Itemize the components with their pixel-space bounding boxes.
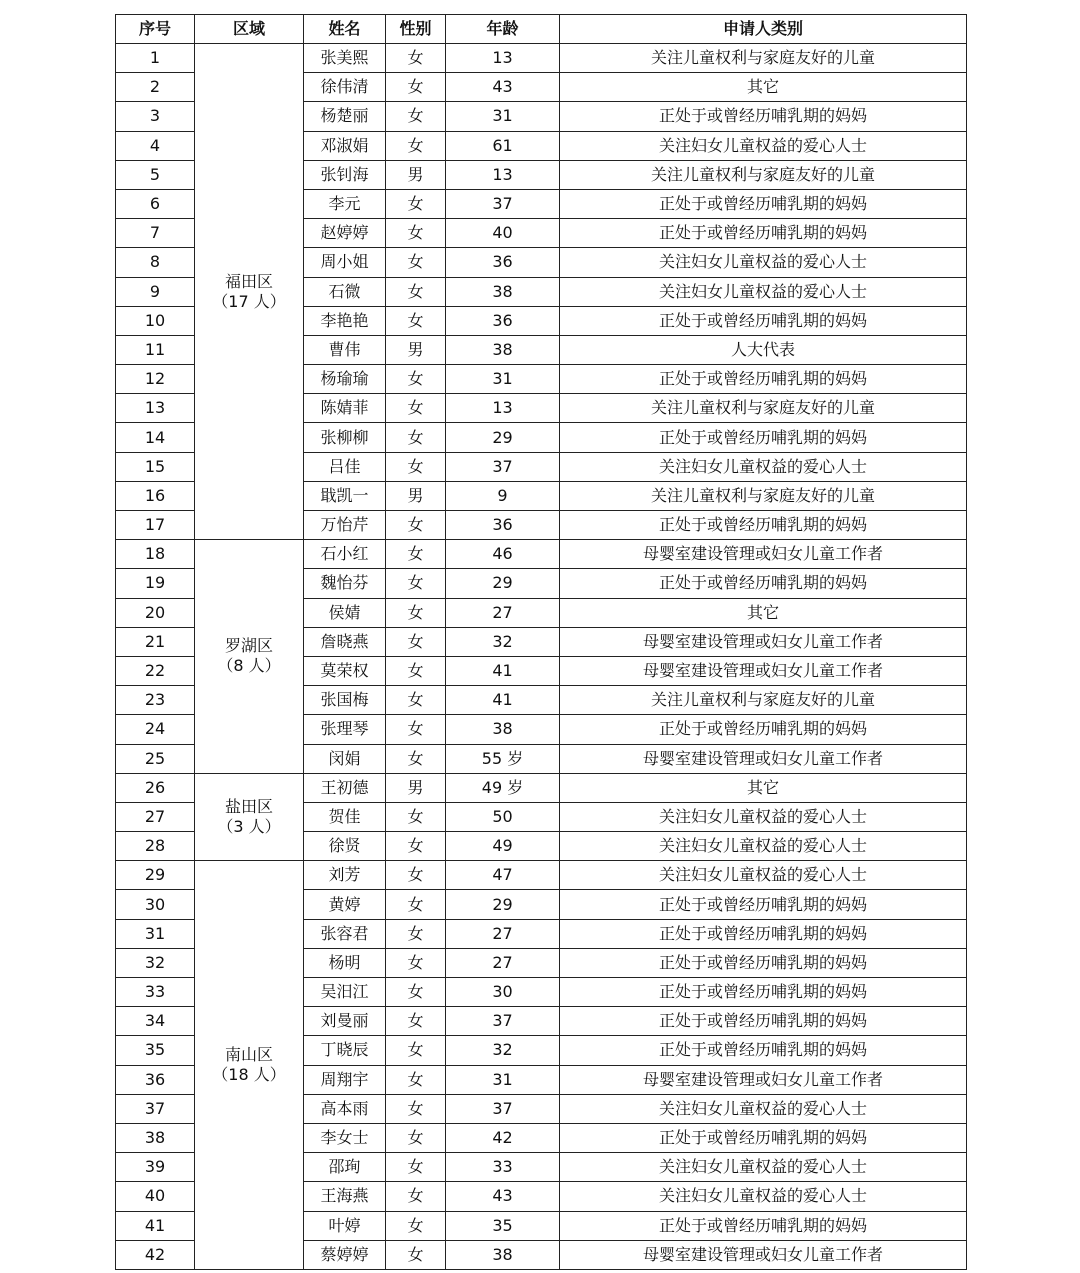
table-body: [116, 44, 967, 1270]
cell-gender: 女: [386, 890, 446, 919]
cell-age: 38: [446, 715, 560, 744]
cell-category: 关注儿童权利与家庭友好的儿童: [560, 394, 967, 423]
cell-category: 母婴室建设管理或妇女儿童工作者: [560, 1065, 967, 1094]
cell-index: 15: [116, 452, 195, 481]
cell-index: 23: [116, 686, 195, 715]
cell-gender: 女: [386, 102, 446, 131]
cell-age: 36: [446, 511, 560, 540]
cell-gender: 女: [386, 1182, 446, 1211]
cell-category: 关注妇女儿童权益的爱心人士: [560, 248, 967, 277]
cell-gender: 女: [386, 744, 446, 773]
cell-index: 19: [116, 569, 195, 598]
header-category: 申请人类别: [560, 15, 967, 44]
cell-age: 41: [446, 686, 560, 715]
cell-index: 35: [116, 1036, 195, 1065]
cell-name: 张钊海: [304, 160, 386, 189]
cell-name: 侯婧: [304, 598, 386, 627]
cell-category: 关注儿童权利与家庭友好的儿童: [560, 160, 967, 189]
cell-gender: 女: [386, 948, 446, 977]
cell-age: 36: [446, 248, 560, 277]
cell-gender: 女: [386, 1065, 446, 1094]
cell-gender: 女: [386, 569, 446, 598]
cell-name: 丁晓辰: [304, 1036, 386, 1065]
cell-index: 21: [116, 627, 195, 656]
cell-index: 30: [116, 890, 195, 919]
region-count: （18 人）: [212, 1065, 286, 1085]
cell-age: 29: [446, 890, 560, 919]
cell-index: 33: [116, 978, 195, 1007]
cell-category: 正处于或曾经历哺乳期的妈妈: [560, 1036, 967, 1065]
cell-index: 1: [116, 44, 195, 73]
cell-name: 邓淑娟: [304, 131, 386, 160]
cell-name: 刘芳: [304, 861, 386, 890]
cell-index: 37: [116, 1094, 195, 1123]
cell-index: 42: [116, 1240, 195, 1269]
cell-category: 其它: [560, 598, 967, 627]
cell-gender: 女: [386, 452, 446, 481]
cell-name: 赵婷婷: [304, 219, 386, 248]
cell-name: 杨瑜瑜: [304, 365, 386, 394]
table-row: [116, 540, 967, 569]
cell-index: 6: [116, 189, 195, 218]
cell-category: 关注妇女儿童权益的爱心人士: [560, 452, 967, 481]
cell-name: 徐贤: [304, 832, 386, 861]
header-index: 序号: [116, 15, 195, 44]
cell-gender: 女: [386, 73, 446, 102]
cell-category: 关注妇女儿童权益的爱心人士: [560, 1182, 967, 1211]
cell-age: 55 岁: [446, 744, 560, 773]
cell-gender: 女: [386, 1123, 446, 1152]
cell-gender: 男: [386, 773, 446, 802]
cell-age: 49: [446, 832, 560, 861]
region-cell: [195, 861, 304, 1270]
cell-age: 13: [446, 394, 560, 423]
cell-gender: 女: [386, 540, 446, 569]
region-count: （8 人）: [217, 656, 281, 676]
header-region: 区域: [195, 15, 304, 44]
cell-index: 25: [116, 744, 195, 773]
cell-category: 正处于或曾经历哺乳期的妈妈: [560, 1123, 967, 1152]
cell-age: 27: [446, 919, 560, 948]
cell-category: 关注儿童权利与家庭友好的儿童: [560, 481, 967, 510]
cell-name: 张容君: [304, 919, 386, 948]
cell-age: 61: [446, 131, 560, 160]
cell-gender: 女: [386, 978, 446, 1007]
cell-index: 22: [116, 656, 195, 685]
cell-index: 2: [116, 73, 195, 102]
cell-age: 38: [446, 1240, 560, 1269]
cell-name: 张美熙: [304, 44, 386, 73]
cell-gender: 女: [386, 511, 446, 540]
cell-index: 7: [116, 219, 195, 248]
cell-gender: 女: [386, 832, 446, 861]
cell-index: 31: [116, 919, 195, 948]
cell-age: 38: [446, 277, 560, 306]
cell-gender: 女: [386, 598, 446, 627]
cell-index: 4: [116, 131, 195, 160]
cell-name: 陈婧菲: [304, 394, 386, 423]
cell-gender: 女: [386, 423, 446, 452]
cell-gender: 女: [386, 1240, 446, 1269]
cell-index: 20: [116, 598, 195, 627]
region-name: 盐田区: [224, 796, 273, 816]
cell-category: 其它: [560, 773, 967, 802]
cell-name: 戢凯一: [304, 481, 386, 510]
cell-category: 正处于或曾经历哺乳期的妈妈: [560, 948, 967, 977]
cell-name: 高本雨: [304, 1094, 386, 1123]
cell-age: 29: [446, 569, 560, 598]
cell-name: 魏怡芬: [304, 569, 386, 598]
cell-category: 其它: [560, 73, 967, 102]
cell-index: 12: [116, 365, 195, 394]
cell-category: 正处于或曾经历哺乳期的妈妈: [560, 890, 967, 919]
cell-category: 正处于或曾经历哺乳期的妈妈: [560, 1007, 967, 1036]
cell-category: 正处于或曾经历哺乳期的妈妈: [560, 189, 967, 218]
cell-age: 43: [446, 73, 560, 102]
cell-gender: 男: [386, 160, 446, 189]
cell-age: 47: [446, 861, 560, 890]
cell-category: 母婴室建设管理或妇女儿童工作者: [560, 656, 967, 685]
cell-age: 27: [446, 598, 560, 627]
cell-name: 万怡芹: [304, 511, 386, 540]
cell-age: 13: [446, 44, 560, 73]
cell-category: 正处于或曾经历哺乳期的妈妈: [560, 423, 967, 452]
cell-gender: 女: [386, 802, 446, 831]
cell-name: 蔡婷婷: [304, 1240, 386, 1269]
cell-name: 刘曼丽: [304, 1007, 386, 1036]
cell-index: 17: [116, 511, 195, 540]
cell-category: 关注妇女儿童权益的爱心人士: [560, 277, 967, 306]
region-count: （17 人）: [212, 291, 286, 311]
cell-name: 莫荣权: [304, 656, 386, 685]
table-row: [116, 44, 967, 73]
cell-age: 42: [446, 1123, 560, 1152]
cell-age: 35: [446, 1211, 560, 1240]
cell-category: 正处于或曾经历哺乳期的妈妈: [560, 102, 967, 131]
cell-gender: 女: [386, 306, 446, 335]
cell-gender: 女: [386, 919, 446, 948]
cell-index: 3: [116, 102, 195, 131]
cell-age: 33: [446, 1153, 560, 1182]
cell-age: 49 岁: [446, 773, 560, 802]
cell-gender: 女: [386, 365, 446, 394]
cell-gender: 女: [386, 861, 446, 890]
cell-name: 曹伟: [304, 335, 386, 364]
cell-age: 46: [446, 540, 560, 569]
cell-category: 关注妇女儿童权益的爱心人士: [560, 802, 967, 831]
cell-name: 张国梅: [304, 686, 386, 715]
cell-category: 关注妇女儿童权益的爱心人士: [560, 131, 967, 160]
cell-age: 9: [446, 481, 560, 510]
cell-index: 5: [116, 160, 195, 189]
cell-name: 张理琴: [304, 715, 386, 744]
cell-index: 28: [116, 832, 195, 861]
cell-category: 关注妇女儿童权益的爱心人士: [560, 861, 967, 890]
cell-name: 石小红: [304, 540, 386, 569]
cell-gender: 男: [386, 335, 446, 364]
cell-index: 39: [116, 1153, 195, 1182]
cell-age: 30: [446, 978, 560, 1007]
cell-age: 31: [446, 1065, 560, 1094]
cell-index: 29: [116, 861, 195, 890]
table-header: [116, 15, 967, 44]
region-name: 南山区: [224, 1045, 273, 1065]
cell-age: 41: [446, 656, 560, 685]
cell-category: 正处于或曾经历哺乳期的妈妈: [560, 919, 967, 948]
cell-index: 9: [116, 277, 195, 306]
applicant-table: [115, 14, 967, 1270]
cell-name: 石微: [304, 277, 386, 306]
table-row: [116, 773, 967, 802]
cell-index: 16: [116, 481, 195, 510]
cell-age: 32: [446, 1036, 560, 1065]
cell-gender: 女: [386, 248, 446, 277]
cell-gender: 女: [386, 219, 446, 248]
cell-name: 吴汨江: [304, 978, 386, 1007]
cell-age: 31: [446, 365, 560, 394]
cell-category: 正处于或曾经历哺乳期的妈妈: [560, 1211, 967, 1240]
cell-category: 关注妇女儿童权益的爱心人士: [560, 1094, 967, 1123]
cell-index: 36: [116, 1065, 195, 1094]
cell-category: 正处于或曾经历哺乳期的妈妈: [560, 569, 967, 598]
cell-index: 34: [116, 1007, 195, 1036]
cell-index: 8: [116, 248, 195, 277]
region-cell: [195, 540, 304, 774]
cell-gender: 女: [386, 715, 446, 744]
cell-gender: 女: [386, 686, 446, 715]
cell-age: 37: [446, 452, 560, 481]
cell-gender: 女: [386, 44, 446, 73]
cell-index: 27: [116, 802, 195, 831]
cell-age: 13: [446, 160, 560, 189]
cell-gender: 女: [386, 131, 446, 160]
region-cell: [195, 773, 304, 861]
cell-name: 徐伟清: [304, 73, 386, 102]
cell-category: 正处于或曾经历哺乳期的妈妈: [560, 978, 967, 1007]
region-count: （3 人）: [217, 816, 281, 836]
table-row: [116, 861, 967, 890]
cell-category: 关注儿童权利与家庭友好的儿童: [560, 44, 967, 73]
cell-age: 29: [446, 423, 560, 452]
cell-name: 杨楚丽: [304, 102, 386, 131]
cell-name: 王初德: [304, 773, 386, 802]
cell-gender: 女: [386, 1153, 446, 1182]
region-name: 福田区: [224, 271, 273, 291]
cell-index: 26: [116, 773, 195, 802]
cell-index: 32: [116, 948, 195, 977]
cell-index: 11: [116, 335, 195, 364]
cell-category: 正处于或曾经历哺乳期的妈妈: [560, 306, 967, 335]
cell-name: 杨明: [304, 948, 386, 977]
cell-age: 40: [446, 219, 560, 248]
cell-age: 36: [446, 306, 560, 335]
cell-gender: 女: [386, 1211, 446, 1240]
cell-category: 关注妇女儿童权益的爱心人士: [560, 832, 967, 861]
cell-age: 50: [446, 802, 560, 831]
cell-category: 正处于或曾经历哺乳期的妈妈: [560, 511, 967, 540]
cell-age: 37: [446, 1094, 560, 1123]
header-row: [116, 15, 967, 44]
cell-gender: 女: [386, 277, 446, 306]
cell-name: 李元: [304, 189, 386, 218]
cell-gender: 女: [386, 656, 446, 685]
cell-category: 母婴室建设管理或妇女儿童工作者: [560, 540, 967, 569]
cell-name: 詹晓燕: [304, 627, 386, 656]
region-name: 罗湖区: [224, 636, 273, 656]
cell-index: 13: [116, 394, 195, 423]
cell-gender: 男: [386, 481, 446, 510]
cell-index: 41: [116, 1211, 195, 1240]
cell-category: 关注儿童权利与家庭友好的儿童: [560, 686, 967, 715]
cell-index: 18: [116, 540, 195, 569]
cell-index: 38: [116, 1123, 195, 1152]
cell-name: 贺佳: [304, 802, 386, 831]
cell-index: 10: [116, 306, 195, 335]
cell-category: 母婴室建设管理或妇女儿童工作者: [560, 627, 967, 656]
cell-category: 正处于或曾经历哺乳期的妈妈: [560, 365, 967, 394]
cell-name: 张柳柳: [304, 423, 386, 452]
region-cell: [195, 44, 304, 540]
cell-category: 关注妇女儿童权益的爱心人士: [560, 1153, 967, 1182]
cell-index: 14: [116, 423, 195, 452]
header-gender: 性别: [386, 15, 446, 44]
cell-gender: 女: [386, 1007, 446, 1036]
cell-name: 李艳艳: [304, 306, 386, 335]
cell-age: 43: [446, 1182, 560, 1211]
cell-name: 叶婷: [304, 1211, 386, 1240]
cell-gender: 女: [386, 1094, 446, 1123]
header-name: 姓名: [304, 15, 386, 44]
cell-age: 31: [446, 102, 560, 131]
cell-gender: 女: [386, 1036, 446, 1065]
cell-name: 王海燕: [304, 1182, 386, 1211]
cell-age: 32: [446, 627, 560, 656]
header-age: 年龄: [446, 15, 560, 44]
cell-age: 38: [446, 335, 560, 364]
cell-gender: 女: [386, 627, 446, 656]
cell-name: 吕佳: [304, 452, 386, 481]
cell-index: 24: [116, 715, 195, 744]
cell-age: 37: [446, 1007, 560, 1036]
cell-category: 正处于或曾经历哺乳期的妈妈: [560, 715, 967, 744]
cell-category: 正处于或曾经历哺乳期的妈妈: [560, 219, 967, 248]
cell-gender: 女: [386, 189, 446, 218]
cell-name: 邵珣: [304, 1153, 386, 1182]
cell-category: 母婴室建设管理或妇女儿童工作者: [560, 1240, 967, 1269]
cell-name: 李女士: [304, 1123, 386, 1152]
cell-name: 黄婷: [304, 890, 386, 919]
cell-name: 周小姐: [304, 248, 386, 277]
cell-index: 40: [116, 1182, 195, 1211]
cell-age: 37: [446, 189, 560, 218]
cell-age: 27: [446, 948, 560, 977]
cell-category: 母婴室建设管理或妇女儿童工作者: [560, 744, 967, 773]
cell-category: 人大代表: [560, 335, 967, 364]
cell-gender: 女: [386, 394, 446, 423]
cell-name: 闵娟: [304, 744, 386, 773]
cell-name: 周翔宇: [304, 1065, 386, 1094]
